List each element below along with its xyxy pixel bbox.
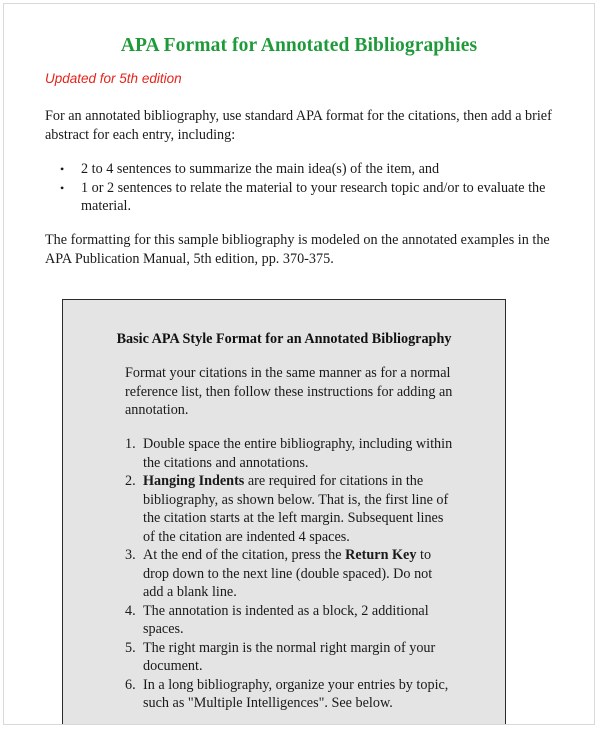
step-emphasis: Hanging Indents: [143, 473, 245, 489]
step-number: 4.: [125, 602, 136, 619]
step-number: 1.: [125, 436, 136, 452]
step-emphasis: Return Key: [345, 547, 417, 563]
step-item: [125, 472, 455, 546]
step-number: 5.: [125, 639, 136, 656]
step-item: [125, 435, 455, 472]
summary-bullet-list: [60, 160, 550, 216]
step-number: 3.: [125, 547, 136, 563]
step-number: 6.: [125, 676, 136, 693]
format-instructions-box: [62, 299, 506, 725]
step-item: [125, 676, 455, 713]
step-item: [125, 546, 455, 602]
step-item: [125, 639, 455, 676]
step-text: In a long bibliography, organize your entries by topic, such as "Multiple Intelligences". See below.: [143, 676, 449, 711]
intro-paragraph: For an annotated bibliography, use standard APA format for the citations, then add a brief abstract for each entry, including:: [45, 108, 552, 143]
step-item: [125, 602, 455, 639]
step-text: to drop down to the next line (double spaced). Do not add a blank line.: [143, 547, 433, 600]
document-page: [3, 3, 595, 725]
edition-note: Updated for 5th edition: [45, 71, 182, 86]
step-text: are required for citations in the bibliography, as shown below. That is, the first line of the citation starts at the left margin. Subsequent lines of the citation are indented 4 spaces.: [143, 473, 449, 545]
step-number: 2.: [125, 473, 136, 489]
box-title: Basic APA Style Format for an Annotated Bibliography: [116, 331, 452, 347]
step-text: The right margin is the normal right margin of your document.: [143, 639, 436, 674]
bullet-item: • 2 to 4 sentences to summarize the main idea(s) of the item, and: [60, 160, 550, 179]
bullet-item: • 1 or 2 sentences to relate the material to your research topic and/or to evaluate the material.: [60, 179, 550, 216]
step-text-prefix: At the end of the citation, press the: [143, 547, 346, 563]
instruction-steps-list: [125, 435, 455, 713]
formatting-note: The formatting for this sample bibliography is modeled on the annotated examples in the APA Publication Manual, 5th edition, pp. 370-375.: [45, 232, 550, 267]
box-intro-paragraph: Format your citations in the same manner as for a normal reference list, then follow these instructions for adding an annotation.: [125, 365, 453, 418]
document-title: APA Format for Annotated Bibliographies: [120, 35, 478, 56]
step-text: The annotation is indented as a block, 2 additional spaces.: [143, 602, 429, 637]
step-text: Double space the entire bibliography, including within the citations and annotations.: [143, 436, 453, 471]
